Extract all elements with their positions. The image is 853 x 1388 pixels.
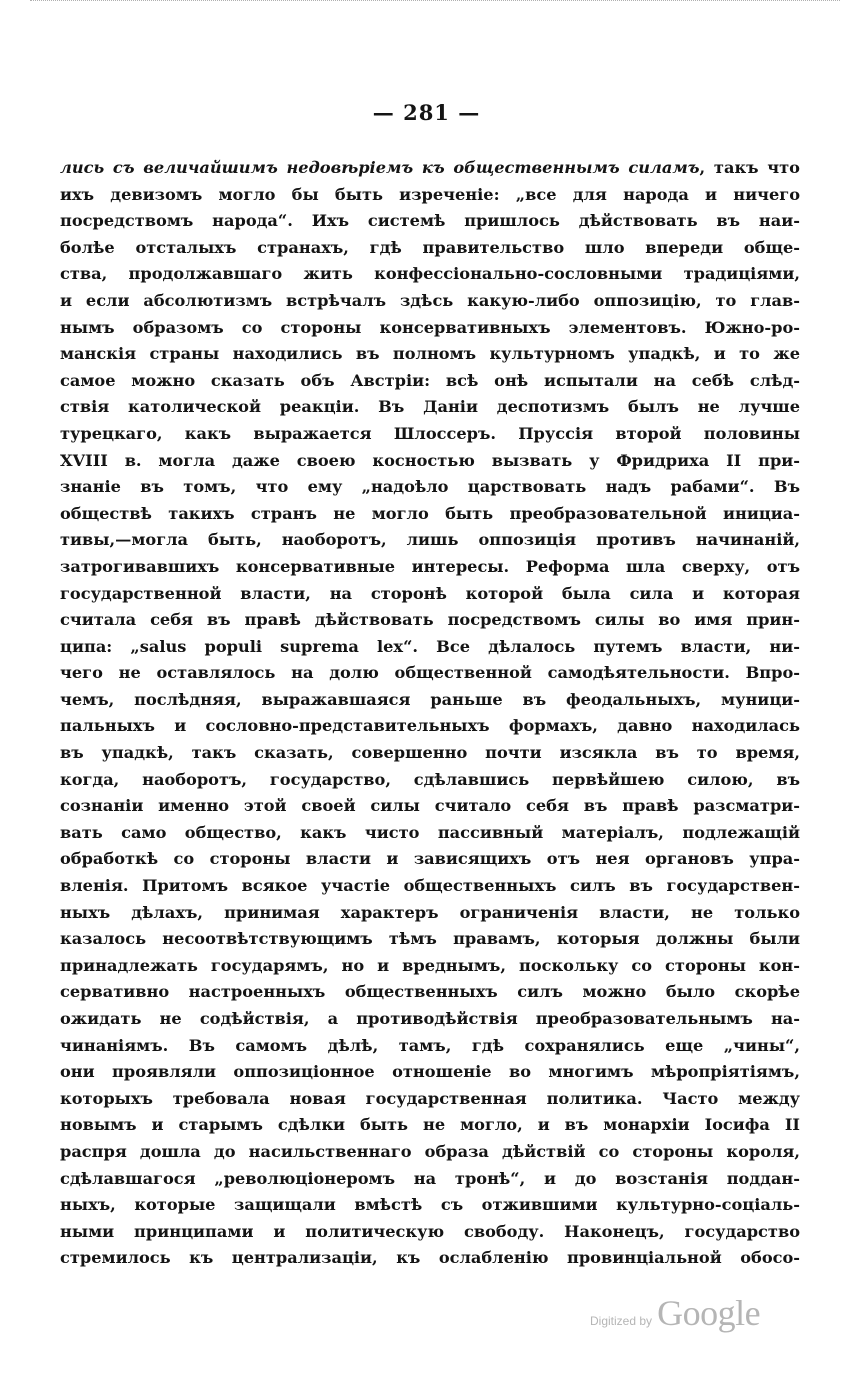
line-text: турецкаго, какъ выражается Шлоссеръ. Пруссія второй половины [60, 423, 800, 443]
text-line [60, 979, 800, 1006]
line-text: ихъ девизомъ могло бы быть изреченіе: „все для народа и ничего [60, 184, 800, 204]
text-line [60, 1219, 800, 1246]
text-line [60, 900, 800, 927]
line-text: манскія страны находились въ полномъ культурномъ упадкѣ, и то же [60, 344, 800, 364]
text-line [60, 581, 800, 608]
text-line [60, 687, 800, 714]
text-line [60, 1166, 800, 1193]
line-text: сознаніи именно этой своей силы считало себя въ правѣ разсматри- [60, 796, 800, 816]
text-line [60, 873, 800, 900]
text-line [60, 846, 800, 873]
line-text: болѣе отсталыхъ странахъ, гдѣ правительство шло впереди обще- [60, 237, 800, 257]
line-text: ожидать не содѣйствія, а противодѣйствія преобразовательнымъ на- [60, 1009, 800, 1028]
line-text: , такъ что [699, 158, 800, 177]
line-text: обществѣ такихъ странъ не могло быть преобразовательной инициа- [60, 503, 800, 523]
line-text: вленія. Притомъ всякое участіе общественныхъ силъ въ государствен- [60, 876, 800, 896]
line-text: знаніе въ томъ, что ему „надоѣло царствовать надъ рабами“. Въ [60, 477, 800, 497]
line-text: самое можно сказать объ Австріи: всѣ онѣ испытали на себѣ слѣд- [60, 370, 800, 390]
line-text: ствія католической реакціи. Въ Даніи деспотизмъ былъ не лучше [60, 397, 800, 417]
line-text: нымъ образомъ со стороны консервативныхъ элементовъ. Южно-ро- [60, 317, 800, 337]
text-line [60, 394, 800, 421]
line-text: ными принципами и политическую свободу. Наконецъ, государство [60, 1221, 800, 1241]
body-text [60, 155, 800, 1272]
text-line [60, 953, 800, 980]
text-line [60, 1112, 800, 1139]
line-text: ныхъ, которые защищали вмѣстѣ съ отжившими культурно-соціаль- [60, 1195, 800, 1215]
text-line [60, 607, 800, 634]
line-text: считала себя въ правѣ дѣйствовать посредствомъ силы во имя прин- [60, 610, 800, 630]
text-line [60, 208, 800, 235]
scan-edge-artifact [30, 0, 840, 9]
watermark-digitized-label: Digitized by [590, 1314, 653, 1328]
line-text: чинаніямъ. Въ самомъ дѣлѣ, тамъ, гдѣ сохранялись еще „чины“, [60, 1035, 800, 1055]
text-line [60, 660, 800, 687]
line-text: казалось несоотвѣтствующимъ тѣмъ правамъ, которыя должны были [60, 929, 800, 949]
line-text: обработкѣ со стороны власти и зависящихъ отъ нея органовъ упра- [60, 849, 800, 869]
text-line [60, 527, 800, 554]
line-text: ства, продолжавшаго жить конфессіонально-сословными традиціями, [60, 264, 800, 284]
watermark-google-logo: Google [657, 1293, 761, 1333]
line-text: посредствомъ народа“. Ихъ системѣ пришлось дѣйствовать въ наи- [60, 211, 800, 231]
text-line [60, 288, 800, 315]
line-text: ныхъ дѣлахъ, принимая характеръ ограниченія власти, не только [60, 902, 800, 922]
italic-phrase: лись съ величайшимъ недовѣріемъ къ общественнымъ силамъ [60, 158, 700, 177]
text-line [60, 820, 800, 847]
line-text: затрогивавшихъ консервативные интересы. Реформа шла сверху, отъ [60, 556, 800, 576]
text-line [60, 182, 800, 209]
line-text: XVIII в. могла даже своею косностью вызвать у Фридриха II при- [60, 450, 800, 470]
text-line [60, 1059, 800, 1086]
line-text: они проявляли оппозиціонное отношеніе во многимъ мѣропріятіямъ, [60, 1062, 800, 1082]
line-text: которыхъ требовала новая государственная политика. Часто между [60, 1088, 800, 1108]
line-text: сдѣлавшагося „революціонеромъ на тронѣ“, и до возстанія поддан- [60, 1168, 800, 1188]
text-line [60, 1245, 800, 1272]
text-line [60, 1192, 800, 1219]
text-line [60, 1006, 800, 1033]
text-line [60, 634, 800, 661]
line-text: распря дошла до насильственнаго образа дѣйствій со стороны короля, [60, 1141, 800, 1161]
text-line [60, 740, 800, 767]
line-text: сервативно настроенныхъ общественныхъ силъ можно было скорѣе [60, 982, 800, 1002]
text-line [60, 554, 800, 581]
text-line [60, 474, 800, 501]
line-text: въ упадкѣ, такъ сказать, совершенно почти изсякла въ то время, [60, 743, 800, 763]
text-line [60, 235, 800, 262]
text-line [60, 155, 800, 182]
line-text: чемъ, послѣдняя, выражавшаяся раньше въ феодальныхъ, муници- [60, 689, 800, 709]
text-line [60, 315, 800, 342]
line-text: принадлежать государямъ, но и вреднымъ, поскольку со стороны кон- [60, 955, 800, 975]
text-line [60, 261, 800, 288]
text-line [60, 501, 800, 528]
line-text: чего не оставлялось на долю общественной самодѣятельности. Впро- [60, 663, 800, 683]
line-text: стремилось къ централизаціи, къ ослабленію провинціальной обосо- [60, 1248, 800, 1268]
text-line [60, 713, 800, 740]
text-line [60, 341, 800, 368]
line-text: пальныхъ и сословно-представительныхъ формахъ, давно находилась [60, 716, 800, 736]
text-line [60, 421, 800, 448]
line-text: ципа: „salus populi suprema lex“. Все дѣлалось путемъ власти, ни- [60, 636, 800, 656]
page-number: — 281 — [372, 100, 481, 125]
line-text: когда, наоборотъ, государство, сдѣлавшись первѣйшею силою, въ [60, 769, 800, 789]
line-text: новымъ и старымъ сдѣлки быть не могло, и въ монархіи Іосифа II [60, 1115, 800, 1135]
text-line [60, 926, 800, 953]
text-line [60, 767, 800, 794]
text-line [60, 1033, 800, 1060]
line-text: вать само общество, какъ чисто пассивный матеріалъ, подлежащій [60, 822, 800, 842]
text-line [60, 368, 800, 395]
google-watermark [590, 1292, 790, 1342]
text-line [60, 1086, 800, 1113]
line-text: и если абсолютизмъ встрѣчалъ здѣсь какую-либо оппозицію, то глав- [60, 290, 800, 310]
text-line [60, 793, 800, 820]
text-line [60, 448, 800, 475]
text-line [60, 1139, 800, 1166]
line-text: государственной власти, на сторонѣ которой была сила и которая [60, 583, 800, 603]
line-text: тивы,—могла быть, наоборотъ, лишь оппозиція противъ начинаній, [60, 530, 800, 550]
